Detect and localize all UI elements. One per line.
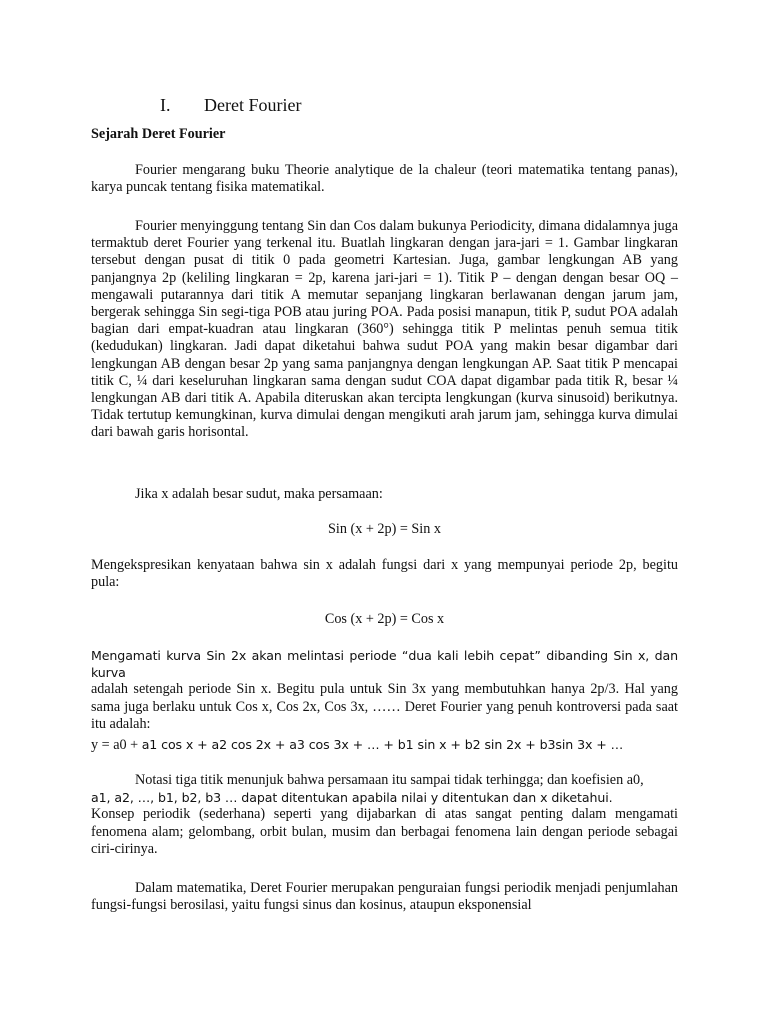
section-number: I. xyxy=(160,95,171,115)
paragraph-6 xyxy=(91,772,678,858)
equation-terms: a1 cos x + a2 cos 2x + a3 cos 3x + … + b1 sin x + b2 sin 2x + b3sin 3x + … xyxy=(141,737,624,752)
paragraph-7: Dalam matematika, Deret Fourier merupakan penguraian fungsi periodik menjadi penjumlahan fungsi-fungsi berosilasi, yaitu fungsi sinus dan kosinus, ataupun eksponensial xyxy=(91,880,678,914)
paragraph-1: Fourier mengarang buku Theorie analytique de la chaleur (teori matematika tentang panas), karya puncak tentang fisika matematikal. xyxy=(91,162,678,196)
paragraph-3: Jika x adalah besar sudut, maka persamaan: xyxy=(135,486,383,502)
equation-sin: Sin (x + 2p) = Sin x xyxy=(328,521,441,537)
paragraph-2: Fourier menyinggung tentang Sin dan Cos dalam bukunya Periodicity, dimana didalamnya juga termaktub deret Fourier yang terkenal itu. Buatlah lingkaran dengan jara-jari = 1. Gambar lingkaran tersebut dengan pusat di titik 0 pada geometri Kartesian. Juga, gambar lengkungan AB yang panjangnya 2p (keliling lingkaran = 2p, karena jari-jari = 1). Titik P – dengan dengan besar OQ – mengawali putarannya dari titik A memutar sepanjang lingkaran berlawanan dengan jarum jam, bergerak sehingga Sin segi-tiga POB atau juring POA. Pada posisi manapun, titik P, sudut POA adalah bagian dari empat-kuadran atau lingkaran (360°) sehingga titik P melintas penuh semua titik (kedudukan) lingkaran. Jadi dapat diketahui bahwa sudut POA yang makin besar digambar dari lengkungan AB dengan besar 2p yang sama panjangnya dengan lengkungan AP. Saat titik P mencapai titik C, ¼ dari keseluruhan lingkaran sama dengan sudut COA dapat digambar pada titik R, besar ¼ lengkungan AB dari titik A. Apabila diteruskan akan tercipta lengkungan (kurva sinusoid) berikutnya. Tidak tertutup kemungkinan, kurva dimulai dengan mengikuti arah jarum jam, sehingga kurva dimulai dari bawah garis horisontal. xyxy=(91,218,678,441)
paragraph-6-line-2: a1, a2, …, b1, b2, b3 … dapat ditentukan apabila nilai y ditentukan dan x diketahui. xyxy=(91,790,613,806)
fourier-series-equation xyxy=(91,736,678,754)
paragraph-5-line-1: Mengamati kurva Sin 2x akan melintasi periode “dua kali lebih cepat” dibanding Sin x, dan kurva xyxy=(91,648,678,681)
equation-cos: Cos (x + 2p) = Cos x xyxy=(324,611,445,627)
subheading: Sejarah Deret Fourier xyxy=(91,126,226,142)
paragraph-5-rest: adalah setengah periode Sin x. Begitu pula untuk Sin 3x yang membutuhkan hanya 2p/3. Hal yang sama juga berlaku untuk Cos x, Cos 2x, Cos 3x, …… Deret Fourier yang penuh kontroversi pada saat itu adalah: xyxy=(91,681,678,732)
section-heading xyxy=(160,93,301,117)
section-title: Deret Fourier xyxy=(204,95,302,115)
paragraph-5 xyxy=(91,647,678,733)
paragraph-6-rest: Konsep periodik (sederhana) seperti yang dijabarkan di atas sangat penting dalam mengamati fenomena alam; gelombang, orbit bulan, musim dan berbagai fenomena lain dengan periode sebagai ciri-cirinya. xyxy=(91,806,678,857)
paragraph-6-line-1: Notasi tiga titik menunjuk bahwa persamaan itu sampai tidak terhingga; dan koefisien a0, xyxy=(135,772,644,788)
paragraph-4: Mengekspresikan kenyataan bahwa sin x adalah fungsi dari x yang mempunyai periode 2p, begitu pula: xyxy=(91,557,678,591)
equation-prefix: y = a0 + xyxy=(91,737,142,753)
